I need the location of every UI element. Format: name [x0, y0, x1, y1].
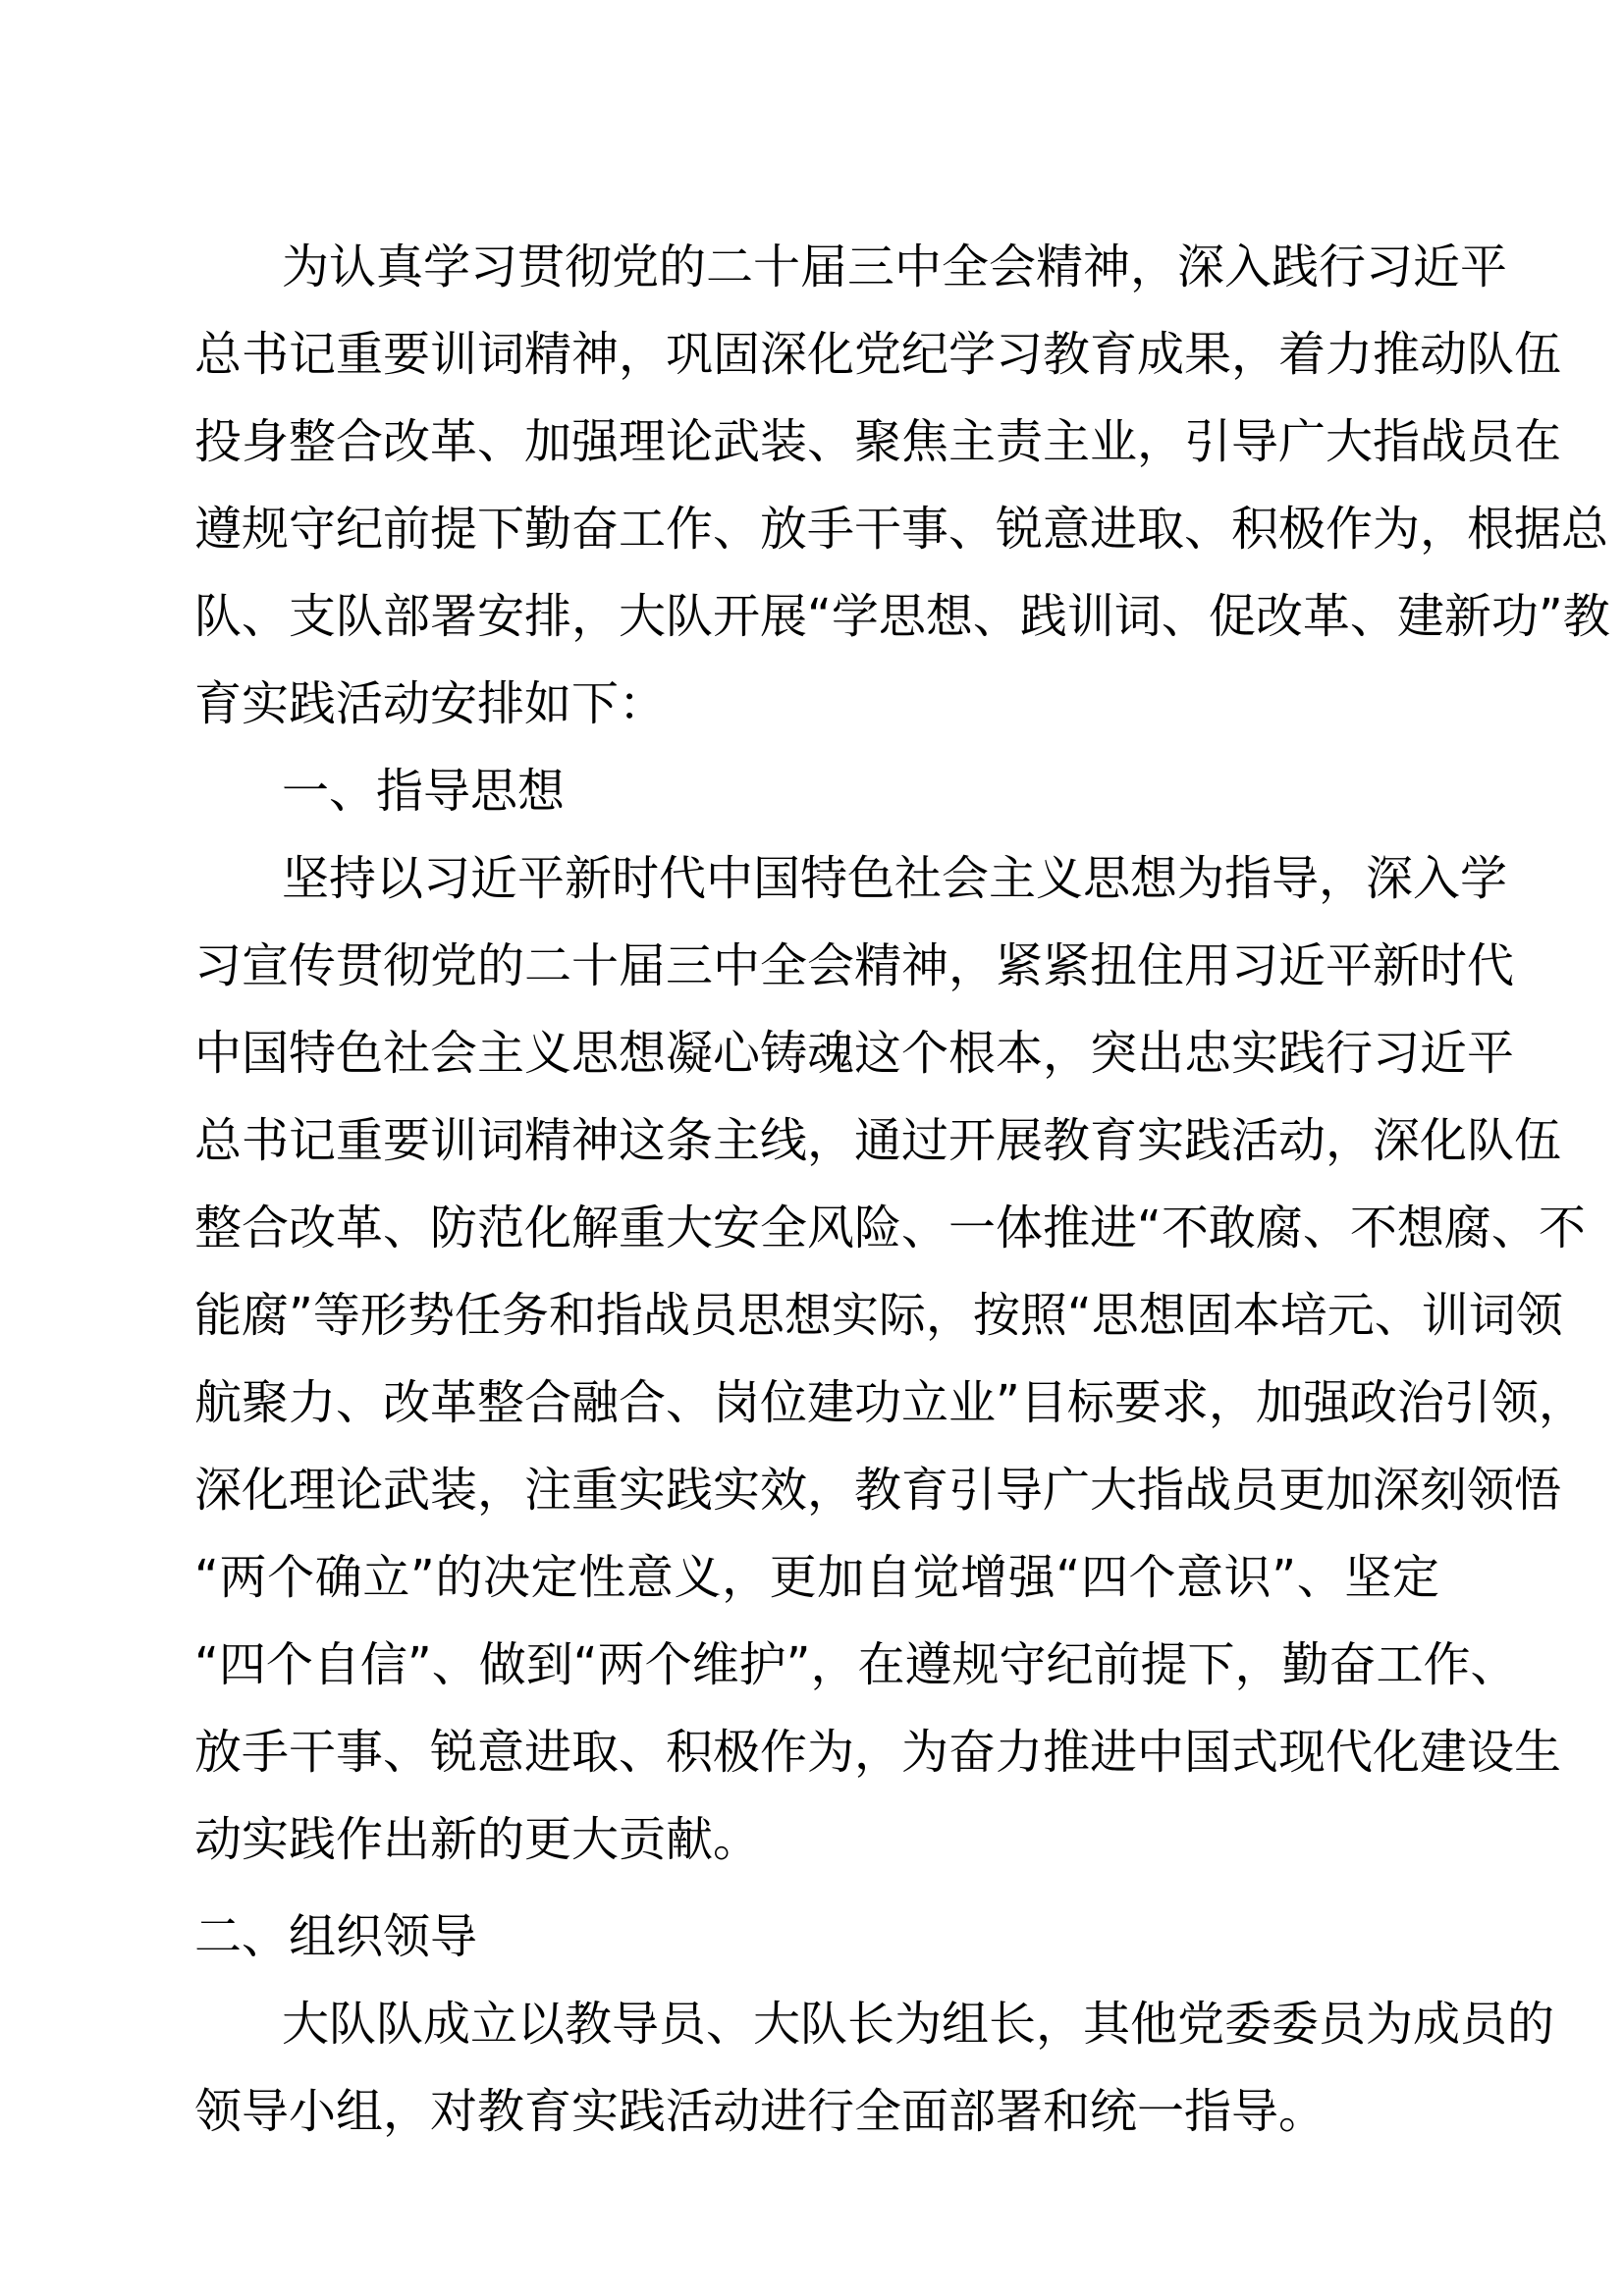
text-line: 深化理论武装，注重实践实效，教育引导广大指战员更加深刻领悟	[194, 1463, 1562, 1518]
text-line: 大队队成立以教导员、大队长为组长，其他党委委员为成员的	[282, 1997, 1555, 2052]
text-line: 总书记重要训词精神这条主线，通过开展教育实践活动，深化队伍	[194, 1113, 1562, 1168]
text-line: 中国特色社会主义思想凝心铸魂这个根本，突出忠实践行习近平	[194, 1026, 1515, 1081]
intro-paragraph	[194, 224, 1610, 748]
guiding-ideology-paragraph	[194, 835, 1586, 1884]
document-page	[194, 224, 1610, 2156]
text-line: 整合改革、防范化解重大安全风险、一体推进“不敢腐、不想腐、不	[194, 1201, 1586, 1255]
text-line: 总书记重要训词精神，巩固深化党纪学习教育成果，着力推动队伍	[194, 327, 1562, 382]
text-line: “四个自信”、做到“两个维护”，在遵规守纪前提下，勤奋工作、	[194, 1637, 1518, 1692]
text-line: “两个确立”的决定性意义，更加自觉增强“四个意识”、坚定	[194, 1550, 1439, 1605]
text-line: 队、支队部署安排，大队开展“学思想、践训词、促改革、建新功”教	[194, 589, 1610, 644]
section-heading-guiding-ideology: 一、指导思想	[282, 764, 566, 819]
text-line: 领导小组，对教育实践活动进行全面部署和统一指导。	[194, 2084, 1326, 2139]
text-line: 动实践作出新的更大贡献。	[194, 1812, 761, 1867]
text-line: 投身整合改革、加强理论武装、聚焦主责主业，引导广大指战员在	[194, 414, 1562, 469]
text-line: 坚持以习近平新时代中国特色社会主义思想为指导，深入学	[282, 851, 1508, 906]
section-heading-organization-leadership: 二、组织领导	[194, 1909, 478, 1964]
text-line: 习宣传贯彻党的二十届三中全会精神，紧紧扭住用习近平新时代	[194, 938, 1515, 993]
text-line: 遵规守纪前提下勤奋工作、放手干事、锐意进取、积极作为，根据总	[194, 502, 1609, 557]
text-line: 放手干事、锐意进取、积极作为，为奋力推进中国式现代化建设生	[194, 1725, 1562, 1780]
text-line: 航聚力、改革整合融合、岗位建功立业”目标要求，加强政治引领，	[194, 1375, 1586, 1430]
text-line: 能腐”等形势任务和指战员思想实际，按照“思想固本培元、训词领	[194, 1288, 1563, 1343]
text-line: 为认真学习贯彻党的二十届三中全会精神，深入践行习近平	[282, 240, 1508, 294]
text-line: 育实践活动安排如下：	[194, 676, 667, 731]
organization-leadership-paragraph	[194, 1981, 1555, 2156]
